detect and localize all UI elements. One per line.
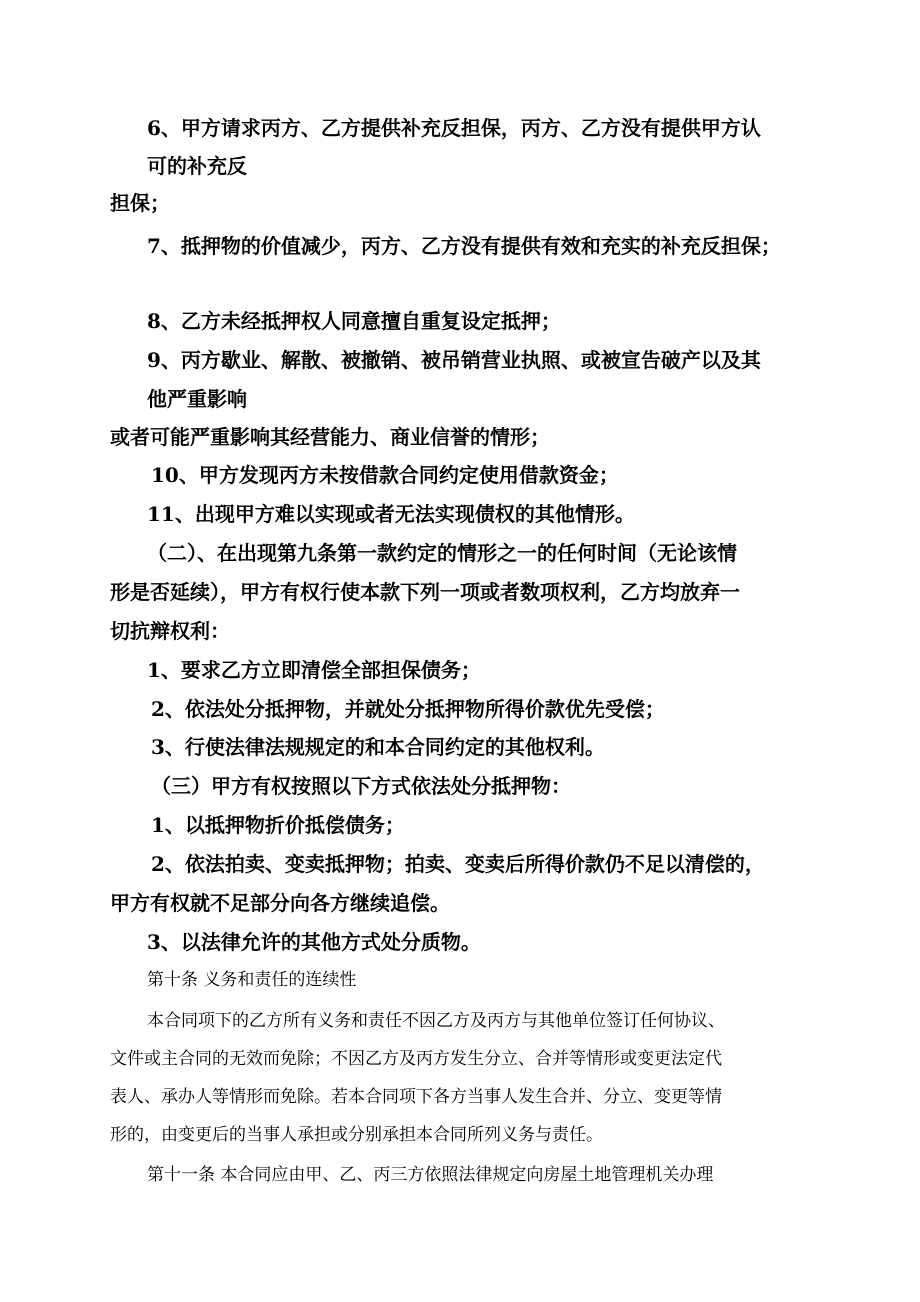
clause-10: 10、甲方发现丙方未按借款合同约定使用借款资金； [151, 463, 619, 487]
section-2-line-2: 形是否延续），甲方有权行使本款下列一项或者数项权利，乙方均放弃一 [110, 580, 740, 604]
article-10-body-line-4: 形的，由变更后的当事人承担或分别承担本合同所列义务与责任。 [110, 1125, 603, 1145]
clause-8: 8、乙方未经抵押权人同意擅自重复设定抵押； [147, 309, 561, 333]
article-10-body-line-1: 本合同项下的乙方所有义务和责任不因乙方及丙方与其他单位签订任何协议、 [147, 1011, 725, 1031]
section-2-line-1: （二）、在出现第九条第一款约定的情形之一的任何时间（无论该情 [147, 541, 737, 565]
section-3-item-2-line-2: 甲方有权就不足部分向各方继续追偿。 [110, 891, 450, 915]
section-3-item-2-line-1: 2、依法拍卖、变卖抵押物；拍卖、变卖后所得价款仍不足以清偿的， [151, 852, 765, 876]
section-2-item-2: 2、依法处分抵押物，并就处分抵押物所得价款优先受偿； [151, 697, 665, 721]
section-2-line-3: 切抗辩权利： [110, 619, 230, 643]
section-3-heading: （三）甲方有权按照以下方式依法处分抵押物： [151, 774, 571, 798]
clause-6-line-1: 6、甲方请求丙方、乙方提供补充反担保，丙方、乙方没有提供甲方认 [147, 116, 761, 140]
clause-6-line-2: 可的补充反 [147, 154, 247, 178]
clause-7: 7、抵押物的价值减少，丙方、乙方没有提供有效和充实的补充反担保； [147, 234, 781, 258]
article-11-line-1: 第十一条 本合同应由甲、乙、丙三方依照法律规定向房屋土地管理机关办理 [147, 1165, 714, 1185]
section-2-item-1: 1、要求乙方立即清偿全部担保债务； [147, 658, 481, 682]
section-3-item-3: 3、以法律允许的其他方式处分质物。 [147, 930, 481, 954]
clause-11: 11、出现甲方难以实现或者无法实现债权的其他情形。 [147, 502, 635, 526]
article-10-body-line-3: 表人、承办人等情形而免除。若本合同项下各方当事人发生合并、分立、变更等情 [110, 1087, 722, 1107]
clause-9-line-2: 他严重影响 [147, 387, 247, 411]
clause-9-line-3: 或者可能严重影响其经营能力、商业信誉的情形； [110, 425, 550, 449]
article-10-heading: 第十条 义务和责任的连续性 [147, 970, 357, 990]
clause-6-line-3: 担保； [110, 191, 170, 215]
article-10-body-line-2: 文件或主合同的无效而免除；不因乙方及丙方发生分立、合并等情形或变更法定代 [110, 1049, 722, 1069]
clause-9-line-1: 9、丙方歇业、解散、被撤销、被吊销营业执照、或被宣告破产以及其 [147, 348, 761, 372]
section-2-item-3: 3、行使法律法规规定的和本合同约定的其他权利。 [151, 735, 605, 759]
section-3-item-1: 1、以抵押物折价抵偿债务； [151, 813, 405, 837]
